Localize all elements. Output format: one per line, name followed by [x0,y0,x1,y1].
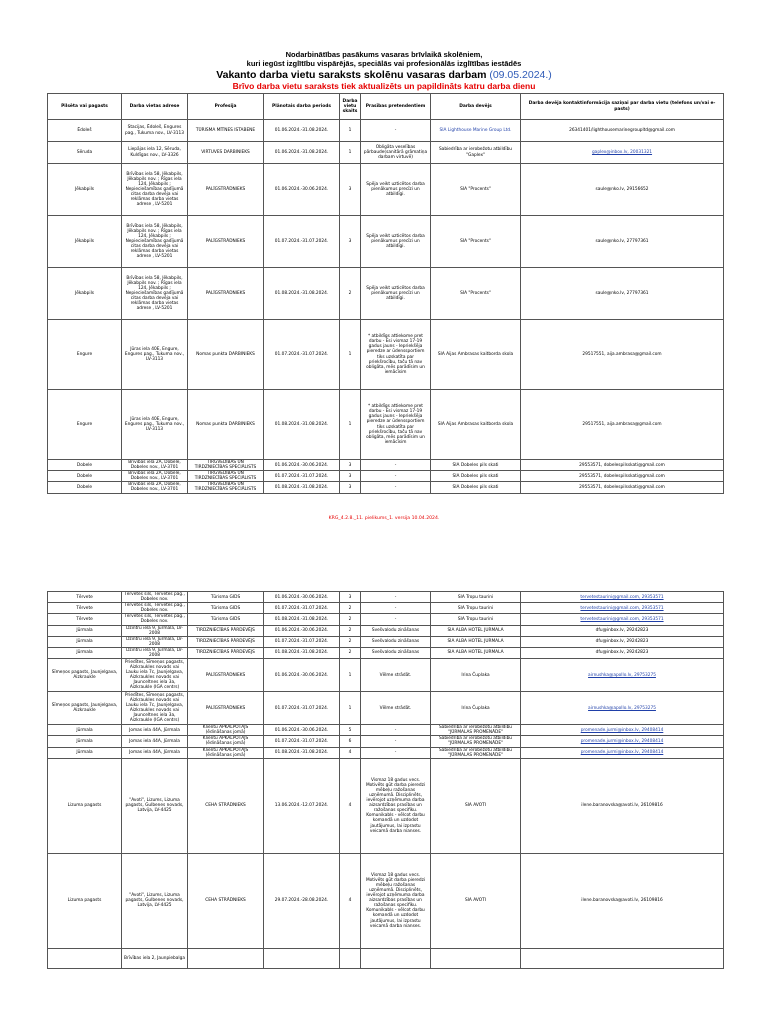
cell-requirements: Vēlme strādāt. [361,692,431,725]
cell-address: Brīvības iela 58, Jēkabpils, Jēkabpils nov. ; Rīgas iela 124, Jēkabpils ; Nepieciešamības gadījumā citas darba devēja vai reklāmas darba vietas adrese , LV-5201 [122,216,188,268]
cell-period: 01.07.2024.-31.07.2024. [264,636,340,647]
header-line-1: Nodarbinātības pasākums vasaras brīvlaikā skolēniem, [285,50,483,59]
cell-count: 2 [340,636,361,647]
cell-count: 1 [340,659,361,692]
cell-count: 2 [340,625,361,636]
table-row [48,736,724,747]
cell-address: Brīvības iela 2, Jaunpiebalga [122,948,188,968]
cell-requirements: Vēlme strādāt. [361,659,431,692]
cell-address: Brīvības iela 58, Jēkabpils, Jēkabpils nov. ; Rīgas iela 124, Jēkabpils ; Nepieciešamības gadījumā citas darba devēja vai reklāmas darba vietas adrese , LV-5201 [122,164,188,216]
cell-requirements: - [361,603,431,614]
cell-city: Engure [48,390,122,460]
cell-city: Sēruda [48,142,122,164]
table-row [48,636,724,647]
table-row [48,614,724,625]
table-row [48,747,724,758]
col-header-employer: Darba devējs [431,94,521,120]
cell-contact[interactable]: promenade.jurmi@inbox.lv, 29408414 [521,725,724,736]
cell-profession: PALĪGSTRĀDNIEKS [188,216,264,268]
cell-employer: SIA Dobeles pils skati [431,482,521,493]
cell-address: "Avoti", Lizums, Lizuma pagasts, Gulbenes novads, Latvija, LV-4425 [122,758,188,853]
cell-address: Jūras iela 40E, Engure, Engures pag., Tukuma nov., LV-3113 [122,320,188,390]
cell-profession: VIRTUVES DARBINIEKS [188,142,264,164]
cell-contact[interactable]: promenade.jurmi@inbox.lv, 29408414 [521,736,724,747]
cell-city: Jēkabpils [48,216,122,268]
cell-address: Brīvības iela 2A, Dobele, Dobeles nov., LV-3701 [122,471,188,482]
cell-city: Dobele [48,460,122,471]
cell-address: Jūras iela 40E, Engure, Engures pag., Tukuma nov., LV-3113 [122,390,188,460]
table-row [48,390,724,460]
cell-city: Jūrmala [48,625,122,636]
cell-city: Tērvete [48,603,122,614]
cell-profession: TIRGVEDĪBAS UN TIRDZNIECĪBAS SPECIĀLISTS [188,482,264,493]
cell-count: 1 [340,120,361,142]
cell-period: 01.06.2024.-30.06.2024. [264,164,340,216]
table-row [48,659,724,692]
table-row [48,320,724,390]
cell-city: Dobele [48,482,122,493]
cell-contact[interactable]: promenade.jurmi@inbox.lv, 29408414 [521,747,724,758]
cell-profession: Nomas punkta DARBINIEKS [188,390,264,460]
cell-profession: Klientu APKALPOTĀJS (ēdināšanas jomā) [188,736,264,747]
cell-city: Ēdoleš [48,120,122,142]
col-header-count: Darba vietu skaits [340,94,361,120]
cell-contact: ilene.baranovska@avoti.lv, 26109816 [521,758,724,853]
cell-period: 01.07.2024.-31.07.2024. [264,603,340,614]
table-row [48,647,724,658]
cell-city: Dobele [48,471,122,482]
cell-profession: Klientu APKALPOTĀJS (ēdināšanas jomā) [188,725,264,736]
cell-count: 3 [340,592,361,603]
cell-address: Tērvetes sils, Tērvetes pag., Dobeles nov. [122,592,188,603]
cell-period: 01.06.2024.-30.06.2024. [264,592,340,603]
header-line-2: kuri iegūst izglītību vispārējās, speciālās vai profesionālās izglītības iestādēs [246,59,522,68]
cell-contact: saule@nko.lv, 27797361 [521,268,724,320]
cell-address: Brīvības iela 58, Jēkabpils, Jēkabpils nov. ; Rīgas iela 124, Jēkabpils ; Nepieciešamības gadījumā citas darba devēja vai reklāmas darba vietas adrese , LV-5201 [122,268,188,320]
table-row [48,625,724,636]
cell-requirements: - [361,614,431,625]
cell-period: 01.07.2024.-31.07.2024. [264,736,340,747]
cell-requirements: Svešvalodu zināšanas [361,647,431,658]
cell-city: Lizuma pagasts [48,853,122,948]
cell-city: Jūrmala [48,736,122,747]
cell-employer: SIA "Procents" [431,268,521,320]
cell-period: 01.08.2024.-31.08.2024. [264,647,340,658]
cell-profession: TŪRISMA MĪTNES ISTABENE [188,120,264,142]
cell-contact: 29553571, dobelespilsskati@gmail.com [521,482,724,493]
cell-period: 01.07.2024.-31.07.2024. [264,471,340,482]
cell-requirements: * atbildīgs attiekome pret darbu - Esi vismaz 17-19 gadus jauns - Iepriekšēja pieredze ar ūdenssportiem tiks uzskatīta par priekšrocību, taču tā nav obligāta, mēs parādīsim un iemācīsim [361,320,431,390]
table-row [48,460,724,471]
cell-period: 01.07.2024.-31.07.2024. [264,216,340,268]
cell-profession: TIRDZNIECĪBAS PĀRDEVĒJS [188,647,264,658]
cell-requirements: Svešvalodu zināšanas [361,625,431,636]
cell-period: 01.06.2024.-31.08.2024. [264,120,340,142]
header-title [0,69,768,81]
table-row [48,853,724,948]
cell-address: Jomas iela 44A, Jūrmala [122,725,188,736]
cell-employer: SIA Tropu taurini [431,603,521,614]
cell-address: Dzintru iela 9, Jūrmala, LV-2008 [122,636,188,647]
cell-profession: TIRGVEDĪBAS UN TIRDZNIECĪBAS SPECIĀLISTS [188,460,264,471]
cell-count: 2 [340,603,361,614]
document-header [0,50,768,91]
col-header-profession: Profesija [188,94,264,120]
cell-count: 3 [340,216,361,268]
cell-employer: Sabiedrība ar ierobežotu atbildību "Gaplex" [431,142,521,164]
cell-count: 1 [340,692,361,725]
cell-requirements: - [361,482,431,493]
cell-employer: Sabiedrība ar ierobežotu atbildību "JŪRMALAS PROMENĀDE" [431,725,521,736]
table-row [48,692,724,725]
cell-profession: Tūrisma GIDS [188,603,264,614]
cell-employer: SIA Tropu taurini [431,614,521,625]
table-row [48,142,724,164]
cell-profession: Tūrisma GIDS [188,614,264,625]
table-row [48,758,724,853]
table-row [48,482,724,493]
cell-period: 01.08.2024.-31.08.2024. [264,614,340,625]
table-row [48,216,724,268]
cell-address: Brīvības iela 2A, Dobele, Dobeles nov., LV-3701 [122,482,188,493]
cell-profession: CEHA STRĀDNIEKS [188,758,264,853]
cell-profession: PALĪGSTRĀDNIEKS [188,692,264,725]
cell-contact: dfu@inbox.lv, 29242823 [521,636,724,647]
cell-profession: Klientu APKALPOTĀJS (ēdināšanas jomā) [188,747,264,758]
cell-count: 1 [340,142,361,164]
cell-city: Jūrmala [48,636,122,647]
cell-profession [188,948,264,968]
cell-period: 13.06.2024.-12.07.2024. [264,758,340,853]
table-header-row [48,94,724,120]
cell-requirements: Spēja veikt uzticētos darba pienākumus precīzi un atbildīgi. [361,268,431,320]
cell-requirements: - [361,747,431,758]
cell-count: 5 [340,725,361,736]
cell-city: Tērvete [48,614,122,625]
cell-employer: SIA "Procents" [431,216,521,268]
cell-requirements: - [361,120,431,142]
vacancy-table-1 [47,93,724,494]
cell-address: Priedītes, Sīmeņos pagasts, Aizkraukles novads vai Lauku iela 7c, Jaunjelgava, Aizkraukles novads vai Jaunceltnes iela 3a, Aizkraukle (IGA centrs) [122,659,188,692]
cell-contact[interactable]: airnushka@apollo.lv, 29753275 [521,659,724,692]
cell-address: Stacijas, Ēdoleš, Engures pag., Tukuma nov., LV-3113 [122,120,188,142]
cell-period: 01.06.2024.-30.06.2024. [264,625,340,636]
cell-employer [431,948,521,968]
cell-contact: saule@nko.lv, 27797361 [521,216,724,268]
cell-profession: PALĪGSTRĀDNIEKS [188,268,264,320]
cell-requirements: - [361,471,431,482]
cell-address: Tērvetes sils, Tērvetes pag., Dobeles nov. [122,614,188,625]
cell-period: 01.06.2024.-30.06.2024. [264,659,340,692]
cell-profession: CEHA STRĀDNIEKS [188,853,264,948]
cell-count: 2 [340,268,361,320]
cell-profession: TIRDZNIECĪBAS PĀRDEVĒJS [188,625,264,636]
cell-address: Jomas iela 44A, Jūrmala [122,747,188,758]
cell-employer: Sabiedrība ar ierobežotu atbildību "JŪRMALAS PROMENĀDE" [431,747,521,758]
cell-count: 4 [340,747,361,758]
col-header-city: Pilsēta vai pagasts [48,94,122,120]
cell-address: Priedītes, Sīmeņos pagasts, Aizkraukles novads vai Lauku iela 7c, Jaunjelgava, Aizkraukles novads vai Jaunceltnes iela 3a, Aizkraukle (IGA centrs) [122,692,188,725]
cell-requirements: - [361,460,431,471]
cell-employer: Irina Čuplaka [431,659,521,692]
cell-city: Jēkabpils [48,164,122,216]
cell-period: 01.08.2024.-31.08.2024. [264,390,340,460]
col-header-contact: Darba devēja kontaktinformācija saziņai par darba vietu (telefons un/vai e-pasts) [521,94,724,120]
cell-address: Jomas iela 44A, Jūrmala [122,736,188,747]
cell-requirements: - [361,725,431,736]
cell-contact: 29517551, aija.ambrasa@gmail.com [521,390,724,460]
cell-count: 3 [340,471,361,482]
cell-address: Liepājas iela 12, Sēruda, Kuldīgas nov., LV-3326 [122,142,188,164]
table-row [48,268,724,320]
cell-profession: PALĪGSTRĀDNIEKS [188,164,264,216]
cell-employer: SIA Lighthouse Marine Group Ltd. [431,120,521,142]
cell-requirements: Vismaz 18 gadus vecs. Motivēts gūt darba pieredzi mēbeļu ražošanas uzņēmumā. Disciplinēts, ievērojot uzņēmuma darba aizsardzības prasības un ražošanas specifiku. Komunikabls - vēlcot darbu komandā un uzdodot jautājumus, lai izprastu veicamā darba nianses. [361,758,431,853]
cell-contact: dfu@inbox.lv, 29242823 [521,647,724,658]
cell-period: 01.07.2024.-31.07.2024. [264,692,340,725]
cell-count [340,948,361,968]
cell-count: 3 [340,164,361,216]
cell-contact[interactable]: tervetestaurini@gmail.com, 29353571 [521,614,724,625]
cell-city: Engure [48,320,122,390]
cell-requirements: - [361,736,431,747]
cell-period: 01.08.2024.-31.08.2024. [264,268,340,320]
col-header-period: Plānotais darba periods [264,94,340,120]
header-date: (09.05.2024.) [489,69,552,81]
cell-employer: SIA Aijas Ambrasas kaitborda skola [431,320,521,390]
cell-count: 1 [340,390,361,460]
cell-count: 4 [340,853,361,948]
cell-period: 01.08.2024.-31.08.2024. [264,747,340,758]
cell-address: Brīvības iela 2A, Dobele, Dobeles nov., LV-3701 [122,460,188,471]
cell-count: 2 [340,647,361,658]
cell-contact: dfu@inbox.lv, 29242823 [521,625,724,636]
cell-period: 01.08.2024.-31.08.2024. [264,482,340,493]
cell-requirements: Svešvalodu zināšanas [361,636,431,647]
cell-requirements: Spēja veikt uzticētos darba pienākumus precīzi un atbildīgi. [361,216,431,268]
cell-period: 01.07.2024.-31.07.2024. [264,320,340,390]
cell-count: 1 [340,320,361,390]
cell-address: "Avoti", Lizums, Lizuma pagasts, Gulbenes novads, Latvija, LV-4425 [122,853,188,948]
cell-city: Sīmeņos pagasts, Jaunjelgava, Aizkraukle [48,692,122,725]
cell-contact: 29517551, aija.ambrasa@gmail.com [521,320,724,390]
cell-contact[interactable]: airnushka@apollo.lv, 29753275 [521,692,724,725]
cell-contact[interactable]: tervetestaurini@gmail.com, 29353571 [521,592,724,603]
footnote: KRG_4.2.8._11. pielikums_1. versija 10.04.2024. [328,516,440,521]
cell-address: Dzintru iela 9, Jūrmala, LV-2008 [122,625,188,636]
cell-employer: Irina Čuplaka [431,692,521,725]
cell-profession: TIRDZNIECĪBAS PĀRDEVĒJS [188,636,264,647]
cell-requirements: Spēja veikt uzticētos darba pienākumus precīzi un atbildīgi. [361,164,431,216]
cell-contact[interactable]: gaplex@inbox.lv, 20031321 [521,142,724,164]
cell-employer: Sabiedrība ar ierobežotu atbildību "JŪRMALAS PROMENĀDE" [431,736,521,747]
cell-employer: SIA Aijas Ambrasas kaitborda skola [431,390,521,460]
cell-city [48,948,122,968]
cell-city: Jēkabpils [48,268,122,320]
cell-city: Jūrmala [48,725,122,736]
table-row [48,120,724,142]
table-row [48,471,724,482]
cell-requirements: Obligāta veselības pārbaude(sanitārā grāmatiņa darbam virtuvē) [361,142,431,164]
table-row [48,603,724,614]
cell-profession: Nomas punkta DARBINIEKS [188,320,264,390]
cell-requirements: - [361,592,431,603]
cell-employer: SIA AVOTI [431,758,521,853]
cell-employer: SIA "Procents" [431,164,521,216]
cell-contact [521,948,724,968]
cell-requirements: Vismaz 18 gadus vecs. Motivēts gūt darba pieredzi mēbeļu ražošanas uzņēmumā. Disciplinēts, ievērojot uzņēmuma darba aizsardzības prasības un ražošanas specifiku. Komunikabls - vēlcot darbu komandā un uzdodot jautājumus, lai izprastu veicamā darba nianses. [361,853,431,948]
cell-profession: PALĪGSTRĀDNIEKS [188,659,264,692]
table-row [48,948,724,968]
cell-employer: SIA Dobeles pils skati [431,471,521,482]
cell-requirements [361,948,431,968]
col-header-address: Darba vietas adrese [122,94,188,120]
cell-city: Tērvete [48,592,122,603]
cell-period: 01.06.2024.-30.06.2024. [264,460,340,471]
col-header-requirements: Prasības pretendentiem [361,94,431,120]
cell-period: 29.07.2024.-28.08.2024. [264,853,340,948]
cell-contact: ilene.baranovska@avoti.lv, 26109816 [521,853,724,948]
header-update-note: Brīvo darba vietu saraksts tiek aktualizēts un papildināts katru darba dienu [232,81,536,91]
cell-address: Dzintru iela 9, Jūrmala, LV-2008 [122,647,188,658]
cell-employer: SIA ALBA HOTEL JURMALA [431,647,521,658]
vacancy-table-2 [47,591,724,969]
cell-count: 4 [340,758,361,853]
cell-count: 6 [340,736,361,747]
cell-contact: 29553571, dobelespilsskati@gmail.com [521,471,724,482]
cell-city: Jūrmala [48,747,122,758]
cell-count: 2 [340,614,361,625]
cell-profession: TIRGVEDĪBAS UN TIRDZNIECĪBAS SPECIĀLISTS [188,471,264,482]
cell-city: Lizuma pagasts [48,758,122,853]
cell-employer: SIA Dobeles pils skati [431,460,521,471]
cell-employer: SIA ALBA HOTEL JURMALA [431,636,521,647]
cell-contact[interactable]: tervetestaurini@gmail.com, 29353571 [521,603,724,614]
cell-address: Tērvetes sils, Tērvetes pag., Dobeles nov. [122,603,188,614]
cell-contact: 26341401/lighthousemarinegroupltd@gmail.com [521,120,724,142]
cell-contact: saule@nko.lv, 29156652 [521,164,724,216]
cell-employer: SIA Tropu taurini [431,592,521,603]
table-row [48,725,724,736]
cell-employer: SIA ALBA HOTEL JURMALA [431,625,521,636]
table-row [48,164,724,216]
cell-profession: Tūrisma GIDS [188,592,264,603]
cell-contact: 29553571, dobelespilsskati@gmail.com [521,460,724,471]
cell-period [264,948,340,968]
table-row [48,592,724,603]
cell-employer: SIA AVOTI [431,853,521,948]
cell-count: 3 [340,482,361,493]
cell-period: 01.06.2024.-31.08.2024. [264,142,340,164]
cell-period: 01.06.2024.-30.06.2024. [264,725,340,736]
cell-city: Jūrmala [48,647,122,658]
cell-count: 3 [340,460,361,471]
cell-city: Sīmeņos pagasts, Jaunjelgava, Aizkraukle [48,659,122,692]
cell-requirements: * atbildīgs attiekome pret darbu - Esi vismaz 17-19 gadus jauns - Iepriekšēja pieredze ar ūdenssportiem tiks uzskatīta par priekšrocību, taču tā nav obligāta, mēs parādīsim un iemācīsim [361,390,431,460]
header-title-text: Vakanto darba vietu saraksts skolēnu vasaras darbam [216,69,487,81]
